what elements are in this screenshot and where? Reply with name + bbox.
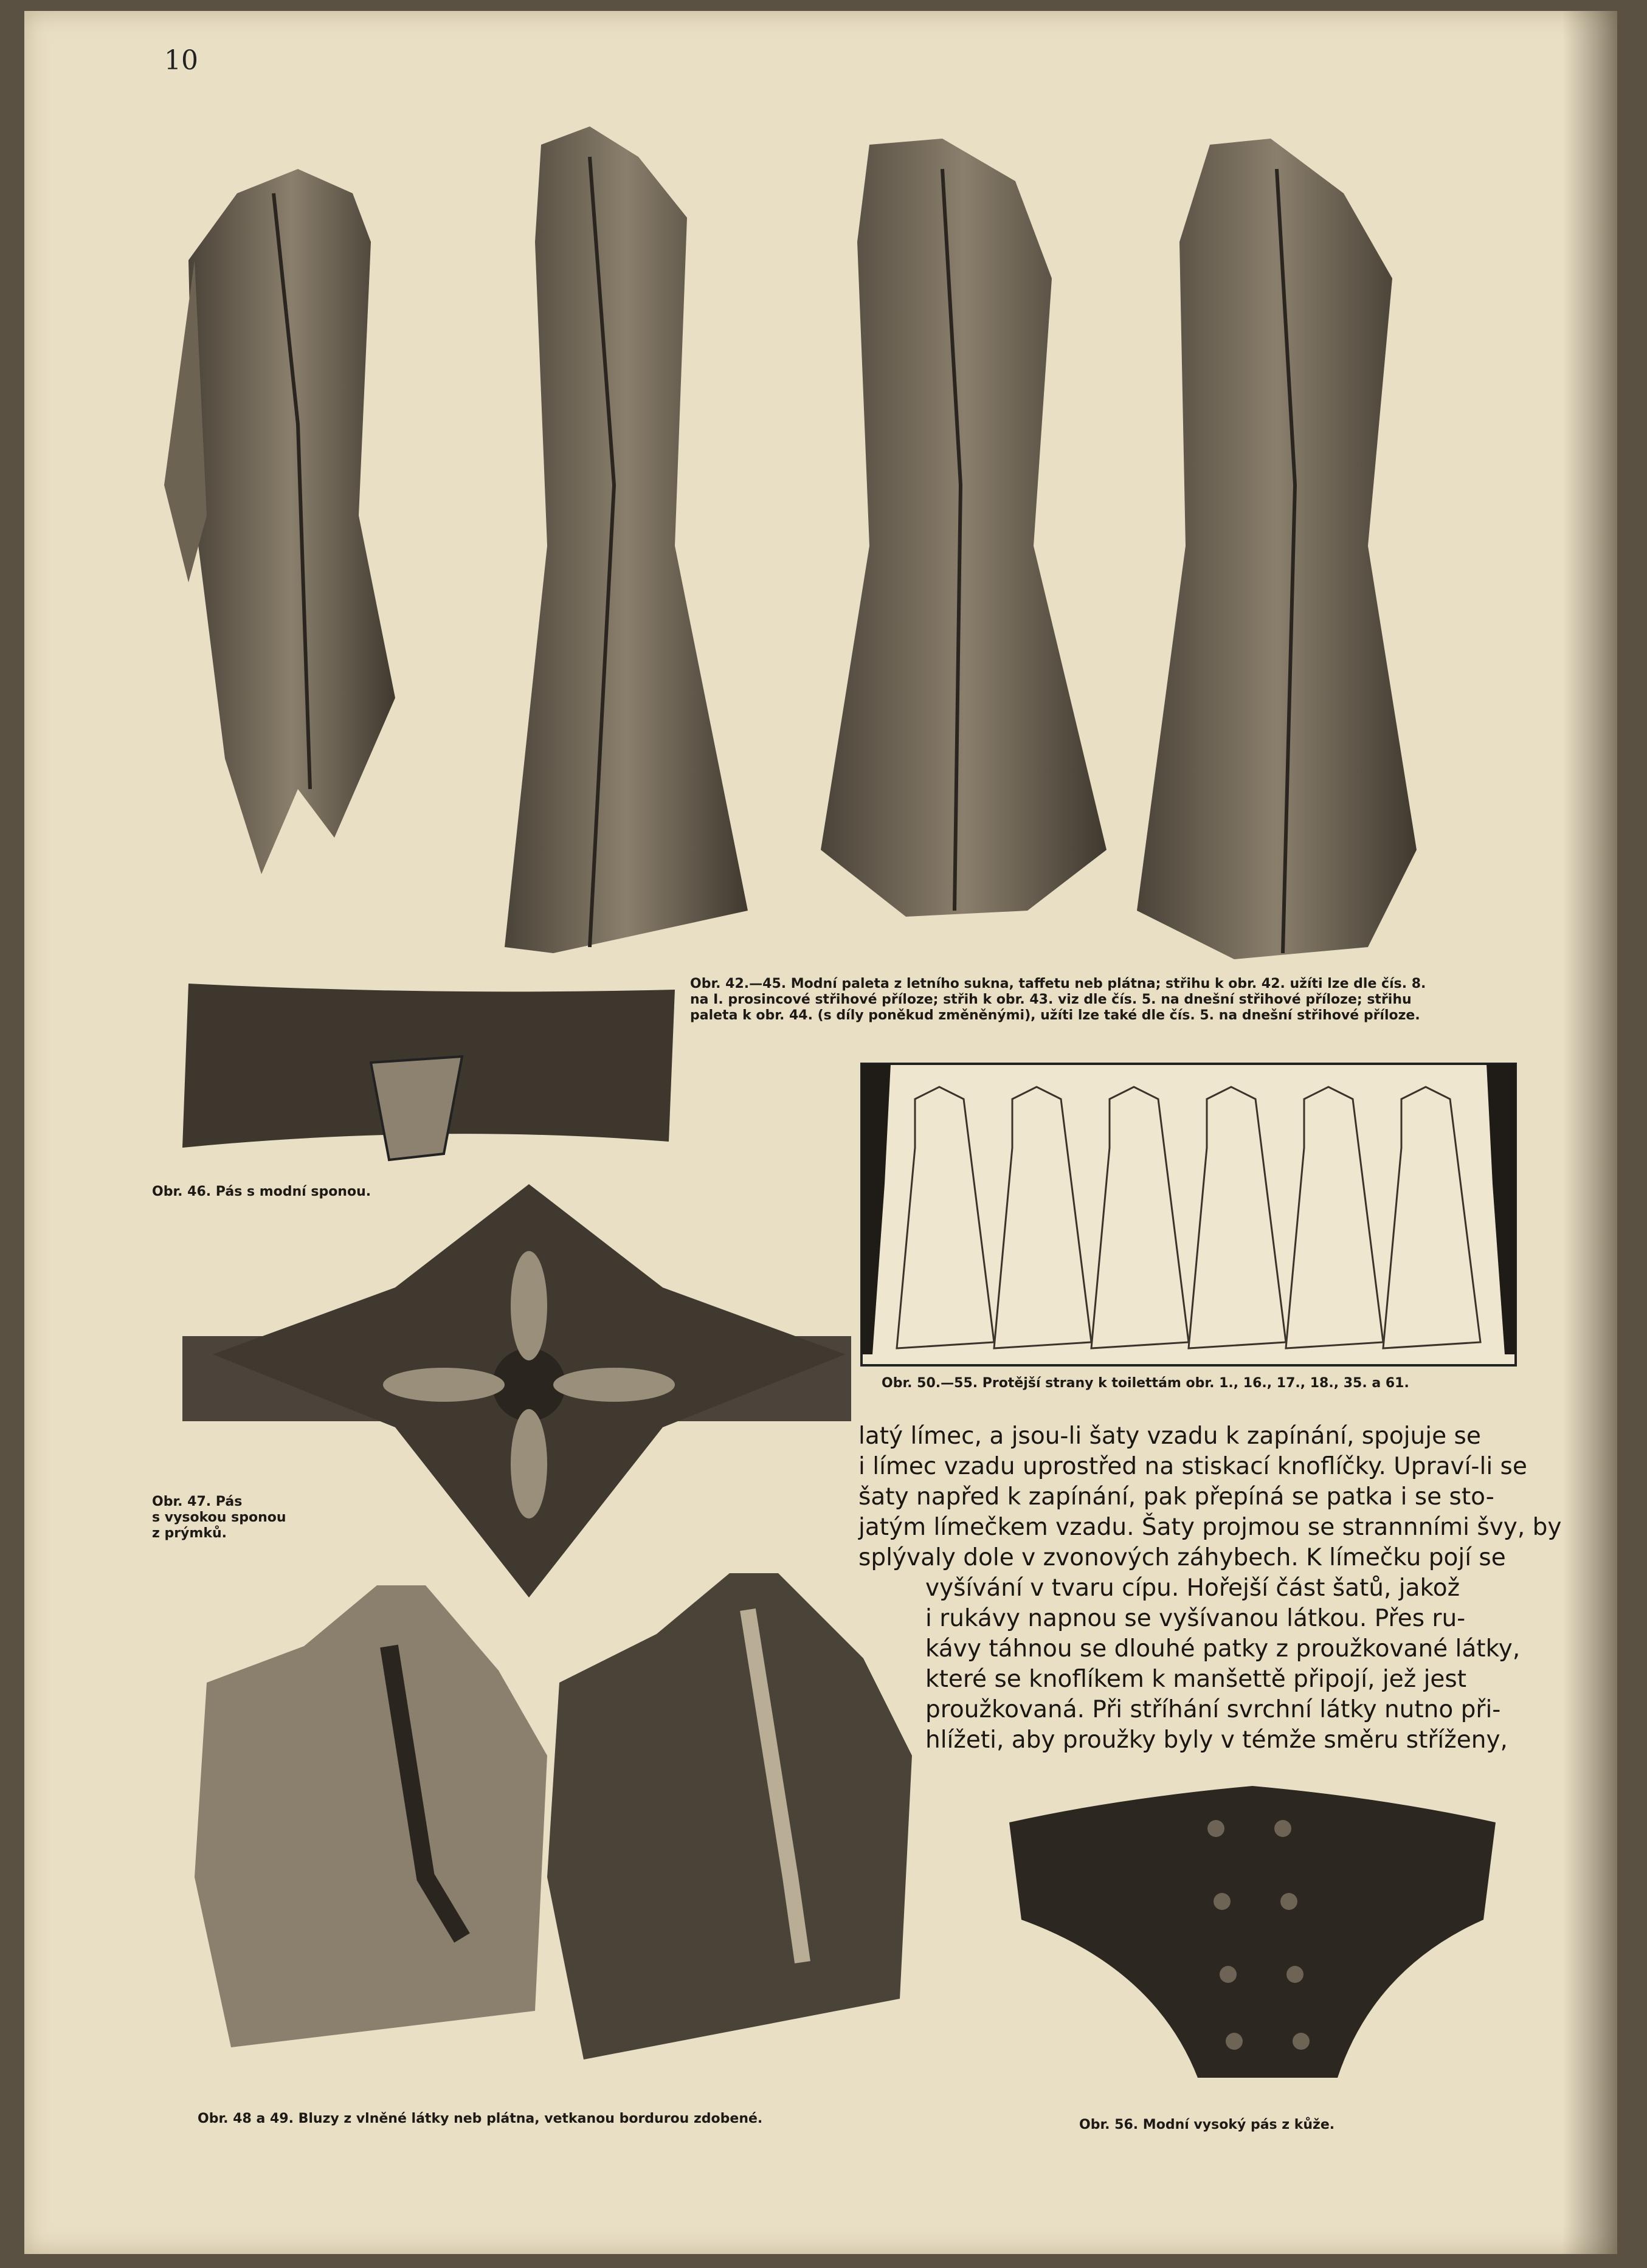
dresses-illustration-50-55 [860, 1063, 1517, 1367]
body-line: vyšívání v tvaru cípu. Hořejší část šatů, jakož [925, 1574, 1460, 1602]
body-line: proužkovaná. Při stříhání svrchní látky nutno při- [925, 1696, 1501, 1723]
coats-illustration [152, 120, 1538, 984]
caption-fig-42-45: Obr. 42.—45. Modní paleta z letního sukna, taffetu neb plátna; střihu k obr. 42. užíti lze dle čís. 8. na I. prosincové střihové příloze; střih k obr. 43. viz dle čís. 5. na dnešní střihové příloze; střihu paleta k obr. 44. (s díly poněkud změněnými), užíti lze také dle čís. 5. na dnešní střihové příloze. [690, 976, 1426, 1023]
belt-illustration-46 [176, 971, 687, 1172]
coat-figure-42 [164, 169, 395, 874]
caption-fig-48-49: Obr. 48 a 49. Bluzy z vlněné látky neb plátna, vetkanou bordurou zdobené. [198, 2111, 763, 2126]
magazine-page [24, 11, 1617, 2254]
page-gutter-shadow [1562, 11, 1617, 2254]
body-line: které se knoflíkem k manšettě připojí, jež jest [925, 1666, 1467, 1693]
body-line: latý límec, a jsou-li šaty vzadu k zapínání, spojuje se [858, 1422, 1481, 1450]
caption-fig-56: Obr. 56. Modní vysoký pás z kůže. [1079, 2117, 1335, 2132]
body-line: i límec vzadu uprostřed na stiskací knoflíčky. Upraví-li se [858, 1453, 1527, 1480]
caption-fig-50-55: Obr. 50.—55. Protější strany k toilettám obr. 1., 16., 17., 18., 35. a 61. [882, 1376, 1409, 1391]
body-line: jatým límečkem vzadu. Šaty projmou se strannními švy, by [858, 1514, 1562, 1541]
coat-figure-43 [505, 126, 748, 953]
article-body-text [858, 1421, 1562, 1756]
body-line: šaty napřed k zapínání, pak přepíná se patka i se sto- [858, 1483, 1494, 1511]
blouse-figure-49 [547, 1573, 912, 2059]
leather-belt-illustration-56 [997, 1762, 1508, 2090]
body-line: hlížeti, aby proužky byly v témže směru stříženy, [925, 1726, 1508, 1754]
blouses-illustration-48-49 [158, 1573, 936, 2084]
page-number: 10 [164, 45, 198, 76]
caption-fig-46: Obr. 46. Pás s modní sponou. [152, 1184, 371, 1199]
blouse-figure-48 [195, 1585, 547, 2047]
body-line: i rukávy napnou se vyšívanou látkou. Přes ru- [925, 1605, 1466, 1632]
coat-figure-45 [1137, 139, 1417, 959]
body-line: kávy táhnou se dlouhé patky z proužkované látky, [925, 1635, 1521, 1663]
coat-figure-44 [821, 139, 1107, 917]
caption-fig-47: Obr. 47. Pás s vysokou sponou z prýmků. [152, 1494, 286, 1541]
body-line: splývaly dole v zvonových záhybech. K límečku pojí se [858, 1544, 1506, 1571]
